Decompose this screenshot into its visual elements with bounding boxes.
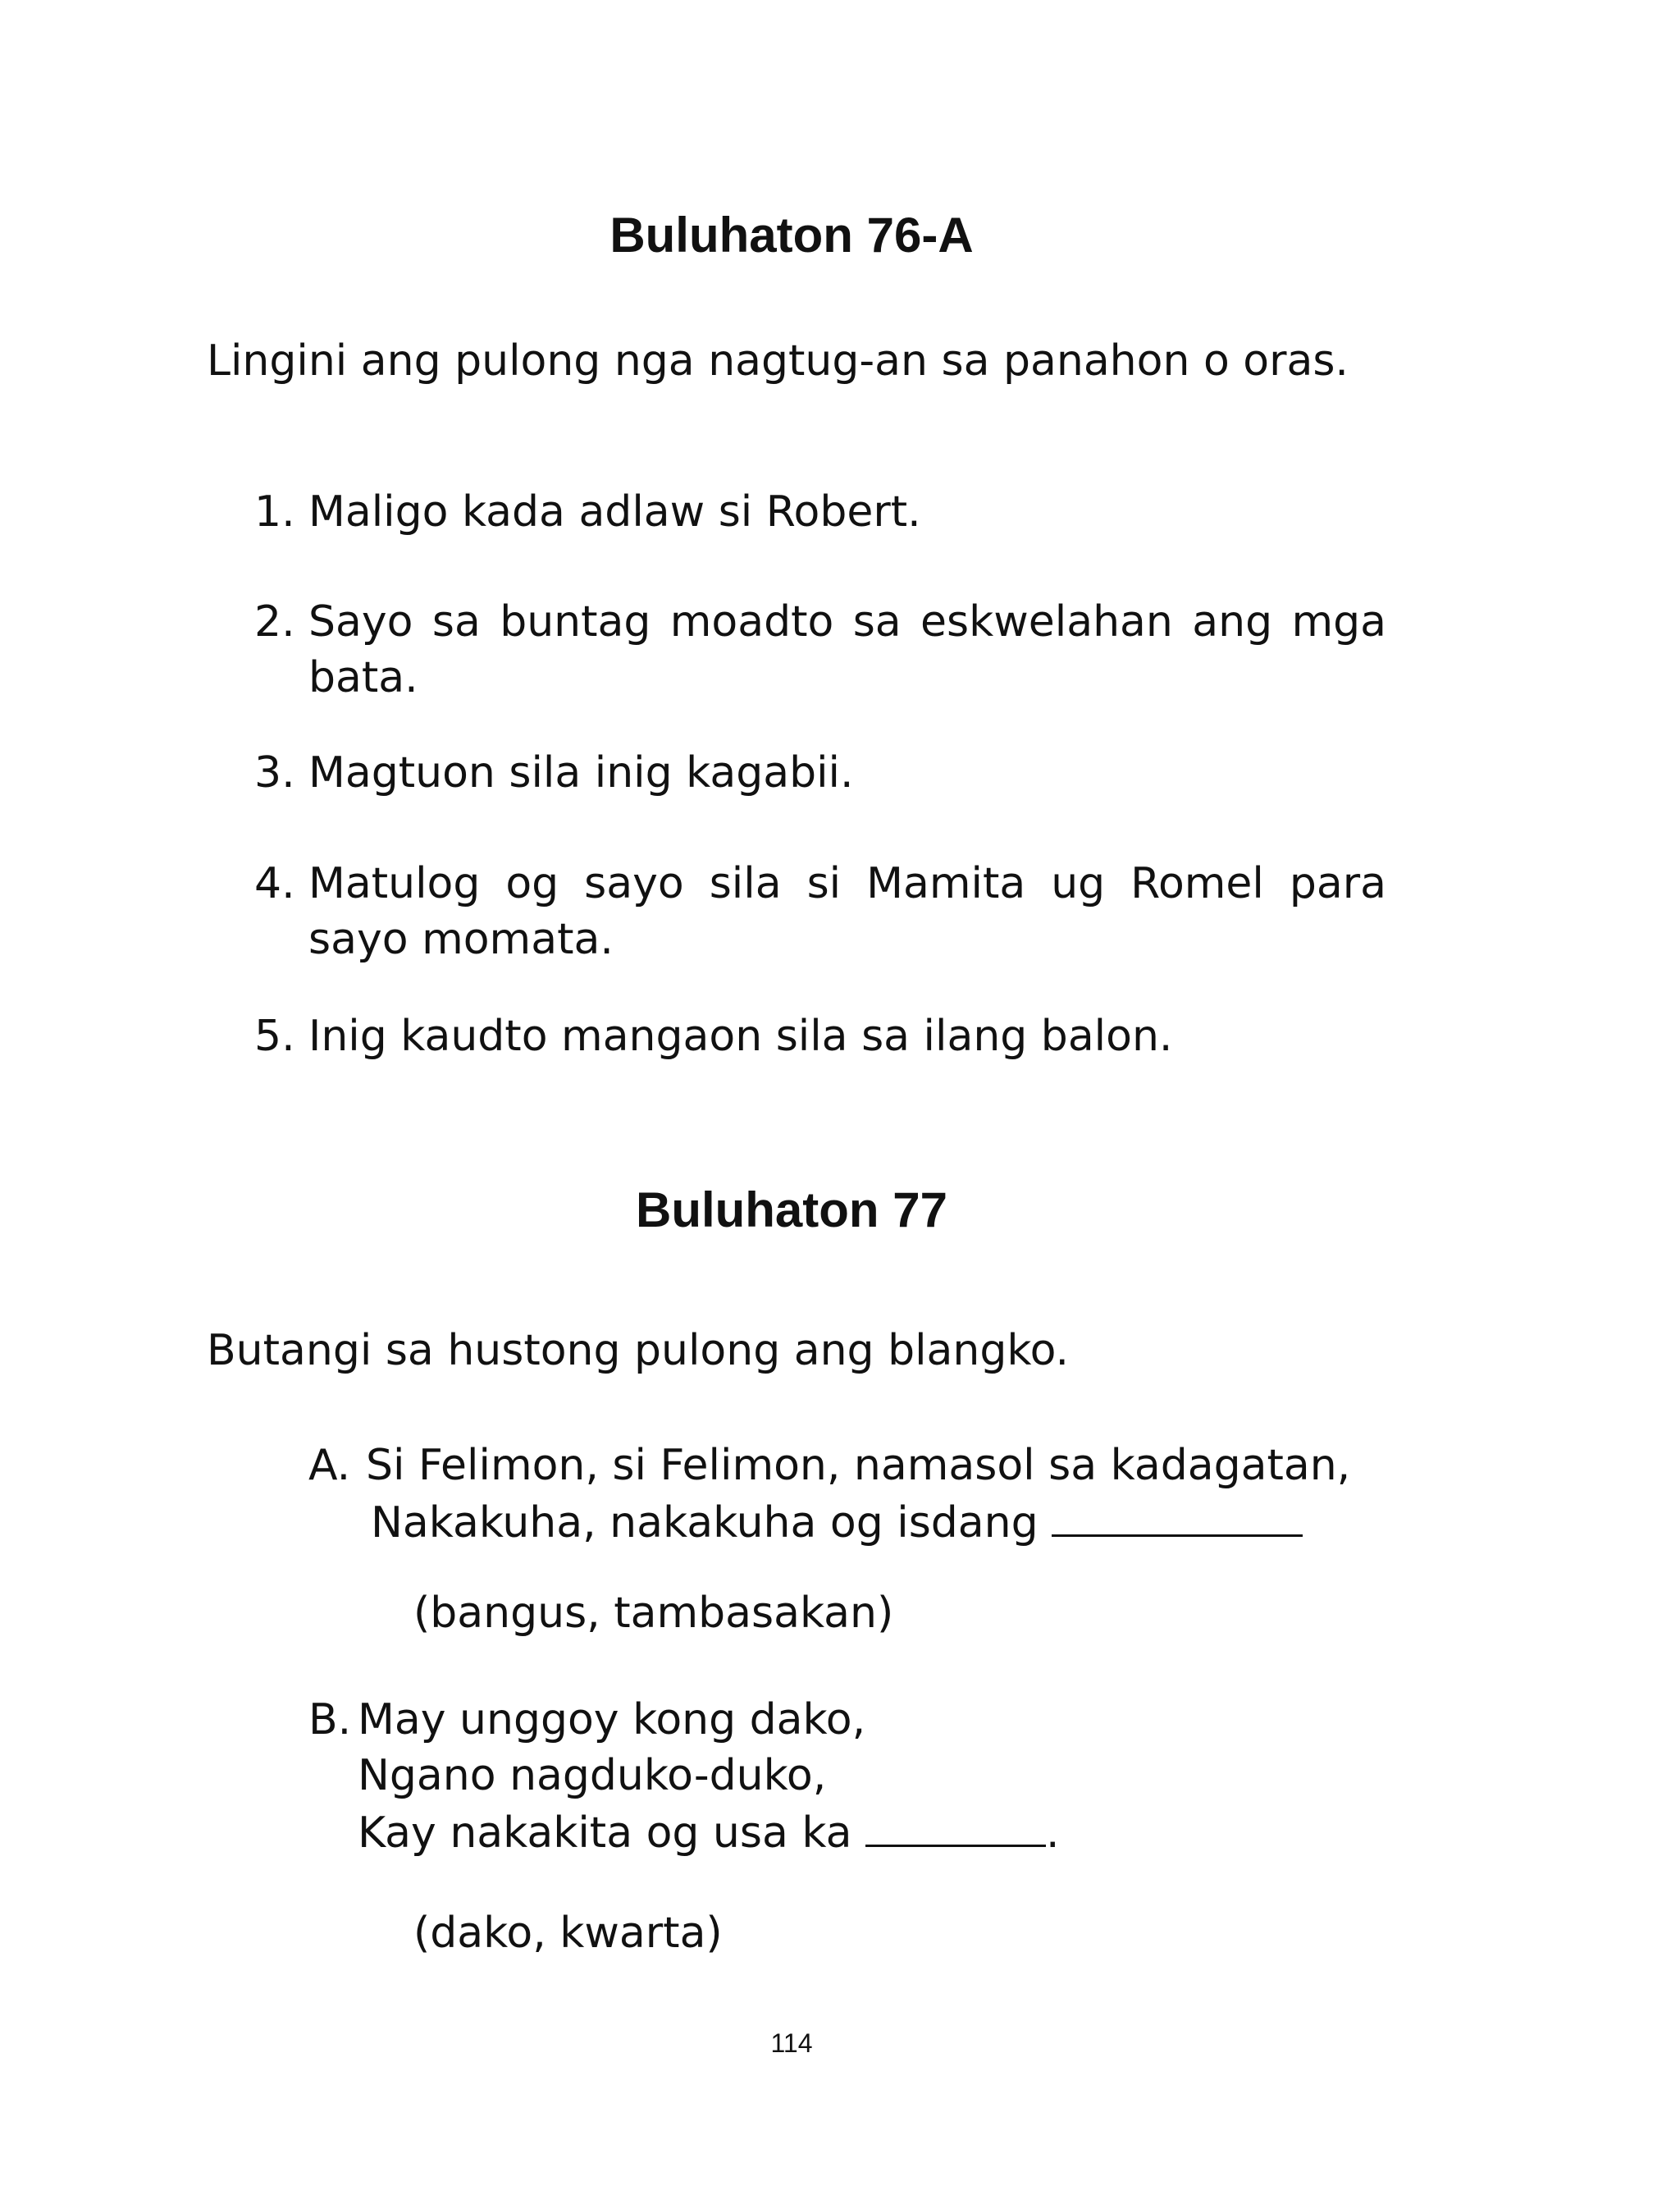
item-number: 2. bbox=[254, 597, 295, 647]
stanza-line-end: . bbox=[1045, 1808, 1060, 1858]
stanza-line: Ngano nagduko-duko, bbox=[358, 1751, 827, 1800]
section-77-instruction: Butangi sa hustong pulong ang blangko. bbox=[207, 1326, 1070, 1375]
stanza-b bbox=[308, 1692, 1457, 1861]
answer-blank bbox=[865, 1804, 1046, 1847]
stanza-line bbox=[371, 1493, 1457, 1551]
stanza-letter: B. bbox=[308, 1695, 352, 1744]
item-number: 3. bbox=[254, 748, 295, 798]
item-text: Matulog og sayo sila si Mamita ug Romel para sayo momata. bbox=[308, 859, 1386, 964]
item-text: Maligo kada adlaw si Robert. bbox=[308, 487, 921, 537]
item-number: 1. bbox=[254, 487, 295, 537]
stanza-a-choices: (bangus, tambasakan) bbox=[413, 1589, 894, 1638]
item-number: 5. bbox=[254, 1012, 295, 1061]
item-text: Inig kaudto mangaon sila sa ilang balon. bbox=[308, 1012, 1173, 1061]
item-text: Magtuon sila inig kagabii. bbox=[308, 748, 854, 798]
page-number: 114 bbox=[770, 2028, 813, 2058]
list-item bbox=[254, 594, 1386, 706]
list-item bbox=[254, 1008, 1386, 1064]
stanza-b-choices: (dako, kwarta) bbox=[413, 1909, 723, 1958]
section-76a-title: Buluhaton 76-A bbox=[609, 208, 974, 263]
answer-blank bbox=[1052, 1493, 1303, 1537]
item-number: 4. bbox=[254, 859, 295, 908]
stanza-line-text: Kay nakakita og usa ka bbox=[358, 1808, 852, 1858]
stanza-letter: A. bbox=[308, 1441, 351, 1490]
list-item bbox=[254, 484, 1386, 540]
stanza-a bbox=[308, 1438, 1457, 1551]
stanza-line: May unggoy kong dako, bbox=[358, 1695, 866, 1744]
list-item bbox=[254, 856, 1386, 967]
item-text: Sayo sa buntag moadto sa eskwelahan ang mga bata. bbox=[308, 597, 1386, 702]
list-item bbox=[254, 745, 1386, 801]
stanza-line: Si Felimon, si Felimon, namasol sa kadagatan, bbox=[366, 1441, 1351, 1490]
stanza-line-text: Nakakuha, nakakuha og isdang bbox=[371, 1498, 1039, 1548]
section-76a-instruction: Lingini ang pulong nga nagtug-an sa panahon o oras. bbox=[207, 336, 1349, 386]
section-77-title: Buluhaton 77 bbox=[635, 1182, 947, 1237]
stanza-line bbox=[358, 1804, 1457, 1861]
